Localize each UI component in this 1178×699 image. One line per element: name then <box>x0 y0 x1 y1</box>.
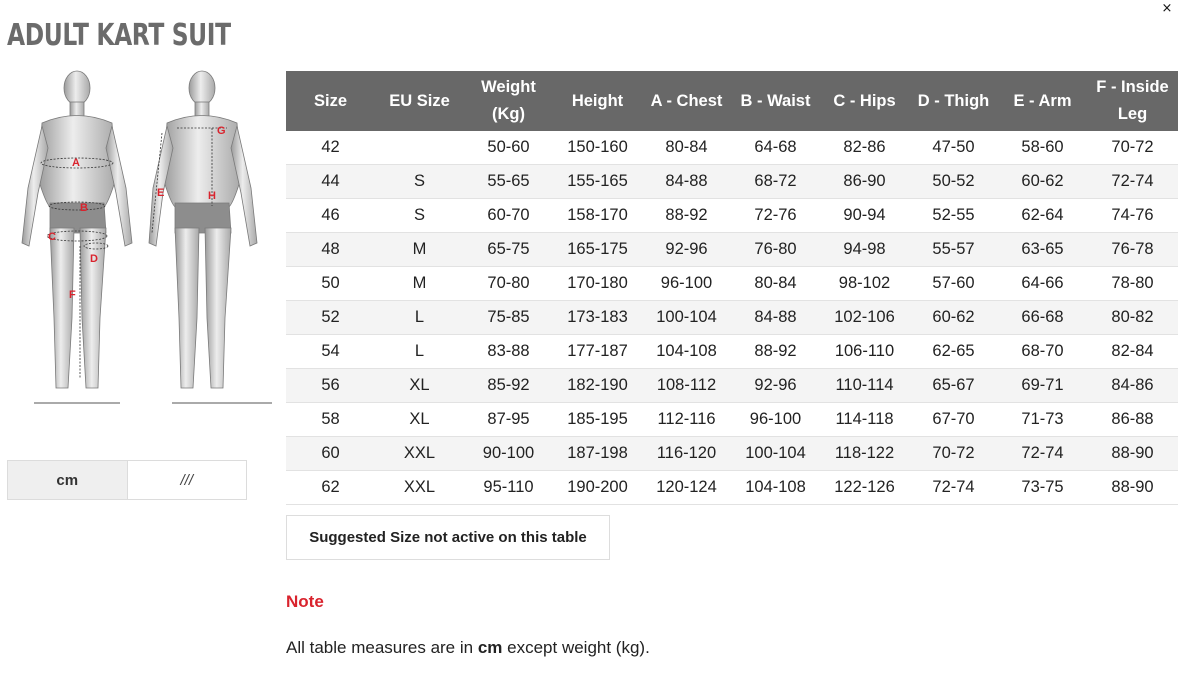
table-body <box>286 131 1178 505</box>
note-text-before: All table measures are in <box>286 638 478 657</box>
table-cell: 102-106 <box>820 301 909 335</box>
table-cell: 187-198 <box>553 437 642 471</box>
table-cell: XXL <box>375 437 464 471</box>
table-cell: 68-72 <box>731 165 820 199</box>
unit-option-cm[interactable]: cm <box>8 461 127 499</box>
table-cell: 98-102 <box>820 267 909 301</box>
table-cell: 92-96 <box>642 233 731 267</box>
table-cell: 65-75 <box>464 233 553 267</box>
table-row <box>286 471 1178 505</box>
table-cell: 88-90 <box>1087 471 1178 505</box>
note-text-after: except weight (kg). <box>502 638 650 657</box>
table-cell: 58-60 <box>998 131 1087 165</box>
table-cell: M <box>375 267 464 301</box>
figure-label-c: C <box>48 231 56 243</box>
table-cell: 94-98 <box>820 233 909 267</box>
column-header-text: D - Thigh <box>917 91 990 110</box>
column-header <box>1087 71 1178 131</box>
table-cell: 80-82 <box>1087 301 1178 335</box>
table-cell: S <box>375 165 464 199</box>
table-cell: 50-60 <box>464 131 553 165</box>
table-cell: 69-71 <box>998 369 1087 403</box>
table-cell: 60-62 <box>909 301 998 335</box>
table-cell: 70-72 <box>909 437 998 471</box>
note-text-unit: cm <box>477 638 503 657</box>
table-cell: 104-108 <box>731 471 820 505</box>
table-cell: 76-78 <box>1087 233 1178 267</box>
size-chart-table <box>286 71 1178 505</box>
table-row <box>286 199 1178 233</box>
figure-label-d: D <box>90 253 98 265</box>
table-cell: 57-60 <box>909 267 998 301</box>
table-cell: 76-80 <box>731 233 820 267</box>
table-cell: 158-170 <box>553 199 642 233</box>
table-cell: 96-100 <box>642 267 731 301</box>
table-cell: 62-65 <box>909 335 998 369</box>
column-header-text: C - Hips <box>833 91 896 110</box>
table-cell: 84-88 <box>731 301 820 335</box>
table-cell: 65-67 <box>909 369 998 403</box>
table-cell: 100-104 <box>642 301 731 335</box>
table-cell: 190-200 <box>553 471 642 505</box>
table-cell: 50 <box>286 267 375 301</box>
table-cell: 110-114 <box>820 369 909 403</box>
table-cell: 185-195 <box>553 403 642 437</box>
column-header <box>998 71 1087 131</box>
note-text <box>286 638 650 658</box>
table-row <box>286 165 1178 199</box>
column-header <box>286 71 375 131</box>
table-row <box>286 131 1178 165</box>
table-cell: 108-112 <box>642 369 731 403</box>
column-header <box>909 71 998 131</box>
figure-label-h: H <box>208 190 216 202</box>
table-cell: 170-180 <box>553 267 642 301</box>
table-cell: 60-62 <box>998 165 1087 199</box>
table-cell: XXL <box>375 471 464 505</box>
table-cell: 48 <box>286 233 375 267</box>
table-cell: 88-90 <box>1087 437 1178 471</box>
table-cell: 70-80 <box>464 267 553 301</box>
table-cell: 73-75 <box>998 471 1087 505</box>
figure-label-a: A <box>72 157 80 169</box>
unit-option-alternate[interactable]: /// <box>127 461 247 499</box>
figure-label-g: G <box>217 125 226 137</box>
page-title: ADULT KART SUIT <box>7 18 231 53</box>
column-header-text: Weight <box>481 78 536 96</box>
column-header <box>464 71 553 131</box>
table-cell: 86-90 <box>820 165 909 199</box>
table-cell: L <box>375 335 464 369</box>
table-cell: 82-86 <box>820 131 909 165</box>
table-cell: 64-66 <box>998 267 1087 301</box>
table-cell: 68-70 <box>998 335 1087 369</box>
table-cell: 155-165 <box>553 165 642 199</box>
table-cell: 84-86 <box>1087 369 1178 403</box>
table-cell: 80-84 <box>731 267 820 301</box>
table-cell: 72-74 <box>998 437 1087 471</box>
column-header <box>375 71 464 131</box>
table-cell: 62 <box>286 471 375 505</box>
table-cell: 100-104 <box>731 437 820 471</box>
table-row <box>286 233 1178 267</box>
column-header-text: E - Arm <box>1013 91 1072 110</box>
table-cell: 64-68 <box>731 131 820 165</box>
table-cell: 177-187 <box>553 335 642 369</box>
table-cell: 87-95 <box>464 403 553 437</box>
table-row <box>286 437 1178 471</box>
column-header-text: Leg <box>1117 105 1148 123</box>
body-measurement-figure <box>12 68 274 413</box>
table-cell: 63-65 <box>998 233 1087 267</box>
column-header-text: EU Size <box>389 91 450 110</box>
table-cell: M <box>375 233 464 267</box>
table-cell: 44 <box>286 165 375 199</box>
table-cell: 42 <box>286 131 375 165</box>
column-header-text: F - Inside <box>1096 78 1169 96</box>
table-cell: 54 <box>286 335 375 369</box>
column-header-text: B - Waist <box>740 91 811 110</box>
table-cell <box>375 131 464 165</box>
table-row <box>286 301 1178 335</box>
note-title: Note <box>286 592 324 611</box>
suggested-size-message: Suggested Size not active on this table <box>286 515 610 560</box>
table-cell: 60 <box>286 437 375 471</box>
column-header-text: A - Chest <box>650 91 723 110</box>
table-cell: 70-72 <box>1087 131 1178 165</box>
figure-label-f: F <box>69 289 76 301</box>
table-cell: 56 <box>286 369 375 403</box>
table-cell: 74-76 <box>1087 199 1178 233</box>
column-header <box>731 71 820 131</box>
table-header-row <box>286 71 1178 131</box>
table-cell: 114-118 <box>820 403 909 437</box>
table-cell: 52-55 <box>909 199 998 233</box>
table-cell: 90-94 <box>820 199 909 233</box>
table-cell: XL <box>375 403 464 437</box>
table-cell: 83-88 <box>464 335 553 369</box>
table-row <box>286 335 1178 369</box>
column-header-text: Height <box>571 91 624 110</box>
table-row <box>286 369 1178 403</box>
table-row <box>286 267 1178 301</box>
table-cell: 84-88 <box>642 165 731 199</box>
table-cell: 86-88 <box>1087 403 1178 437</box>
table-cell: 173-183 <box>553 301 642 335</box>
table-cell: 60-70 <box>464 199 553 233</box>
table-cell: 116-120 <box>642 437 731 471</box>
unit-toggle <box>7 460 247 500</box>
table-cell: 78-80 <box>1087 267 1178 301</box>
column-header <box>553 71 642 131</box>
table-cell: 46 <box>286 199 375 233</box>
table-cell: XL <box>375 369 464 403</box>
table-cell: 62-64 <box>998 199 1087 233</box>
table-cell: 96-100 <box>731 403 820 437</box>
table-cell: 88-92 <box>731 335 820 369</box>
table-cell: 71-73 <box>998 403 1087 437</box>
table-cell: 85-92 <box>464 369 553 403</box>
table-cell: 58 <box>286 403 375 437</box>
column-header-text: (Kg) <box>492 105 525 123</box>
table-cell: 66-68 <box>998 301 1087 335</box>
table-cell: S <box>375 199 464 233</box>
table-cell: L <box>375 301 464 335</box>
table-cell: 55-57 <box>909 233 998 267</box>
table-cell: 55-65 <box>464 165 553 199</box>
table-cell: 104-108 <box>642 335 731 369</box>
table-cell: 80-84 <box>642 131 731 165</box>
table-cell: 72-74 <box>1087 165 1178 199</box>
table-cell: 122-126 <box>820 471 909 505</box>
table-cell: 75-85 <box>464 301 553 335</box>
table-cell: 90-100 <box>464 437 553 471</box>
table-cell: 165-175 <box>553 233 642 267</box>
table-cell: 52 <box>286 301 375 335</box>
column-header <box>820 71 909 131</box>
table-cell: 182-190 <box>553 369 642 403</box>
figure-label-b: B <box>80 202 88 214</box>
column-header <box>642 71 731 131</box>
column-header-text: Size <box>313 91 348 110</box>
table-cell: 118-122 <box>820 437 909 471</box>
table-cell: 106-110 <box>820 335 909 369</box>
table-cell: 82-84 <box>1087 335 1178 369</box>
table-cell: 88-92 <box>642 199 731 233</box>
table-cell: 95-110 <box>464 471 553 505</box>
table-cell: 150-160 <box>553 131 642 165</box>
table-cell: 112-116 <box>642 403 731 437</box>
front-body-figure <box>22 71 132 388</box>
figure-label-e: E <box>157 187 165 199</box>
close-button[interactable]: × <box>1161 1 1173 16</box>
table-cell: 72-76 <box>731 199 820 233</box>
table-cell: 47-50 <box>909 131 998 165</box>
back-body-figure <box>149 71 257 388</box>
table-row <box>286 403 1178 437</box>
table-cell: 67-70 <box>909 403 998 437</box>
table-cell: 92-96 <box>731 369 820 403</box>
table-cell: 50-52 <box>909 165 998 199</box>
table-cell: 120-124 <box>642 471 731 505</box>
table-cell: 72-74 <box>909 471 998 505</box>
